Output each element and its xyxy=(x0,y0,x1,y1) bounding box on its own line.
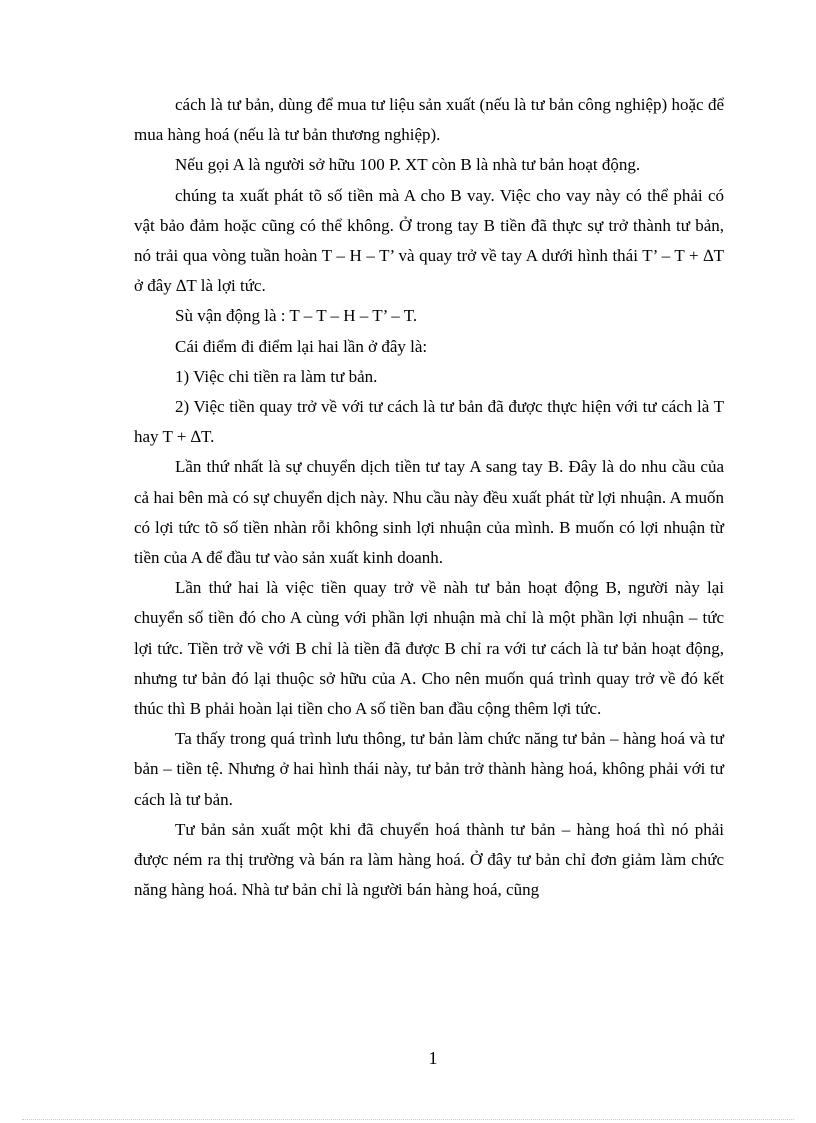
paragraph-3: chúng ta xuất phát tõ số tiền mà A cho B vay. Việc cho vay này có thể phải có vật bảo đảm hoặc cũng có thể không. Ở trong tay B tiền đã thực sự trở thành tư bản, nó trải qua vòng tuần hoàn T – H – T’ và quay trở về tay A dưới hình thái T’ – T + ∆T ở đây ∆T là lợi tức. xyxy=(134,185,724,296)
page-number: 1 xyxy=(428,1048,438,1068)
list-item-1: 1) Việc chi tiền ra làm tư bản. xyxy=(175,366,378,386)
paragraph-5: Cái điểm đi điểm lại hai lần ở đây là: xyxy=(175,336,428,356)
paragraph-8: Lần thứ nhất là sự chuyển dịch tiền tư tay A sang tay B. Đây là do nhu cầu của cả hai bên mà có sự chuyển dịch này. Nhu cầu này đều xuất phát từ lợi nhuận. A muốn có lợi tức tõ số tiền nhàn rỗi không sinh lợi nhuận của mình. B muốn có lợi nhuận từ tiền của A để đầu tư vào sản xuất kinh doanh. xyxy=(134,457,724,568)
paragraph-4: Sù vận động là : T – T – H – T’ – T. xyxy=(175,306,418,326)
paragraph-11: Tư bản sản xuất một khi đã chuyển hoá thành tư bản – hàng hoá thì nó phải được ném ra thị trường và bán ra làm hàng hoá. Ở đây tư bản chỉ đơn giảm làm chức năng hàng hoá. Nhà tư bản chỉ là người bán hàng hoá, cũng xyxy=(134,819,724,900)
list-item-2: 2) Việc tiền quay trở về với tư cách là tư bản đã được thực hiện với tư cách là T hay T + ∆T. xyxy=(134,397,724,447)
paragraph-1: cách là tư bản, dùng để mua tư liệu sản xuất (nếu là tư bản công nghiệp) hoặc để mua hàng hoá (nếu là tư bản thương nghiệp). xyxy=(134,95,724,145)
page-bottom-divider xyxy=(22,1119,794,1120)
paragraph-10: Ta thấy trong quá trình lưu thông, tư bản làm chức năng tư bản – hàng hoá và tư bản – tiền tệ. Nhưng ở hai hình thái này, tư bản trở thành hàng hoá, không phải với tư cách là tư bản. xyxy=(134,729,724,809)
paragraph-9: Lần thứ hai là việc tiền quay trở về nàh tư bản hoạt động B, người này lại chuyển số tiền đó cho A cùng với phần lợi nhuận mà chỉ là một phần lợi nhuận – tức lợi tức. Tiền trở về với B chỉ là tiền đã được B chỉ ra với tư cách là tư bản hoạt động, nhưng tư bản đó lại thuộc sở hữu của A. Cho nên muốn quá trình quay trở về đó kết thúc thì B phải hoàn lại tiền cho A số tiền ban đầu cộng thêm lợi tức. xyxy=(134,578,724,719)
body-text xyxy=(134,90,724,905)
paragraph-2: Nếu gọi A là người sở hữu 100 P. XT còn B là nhà tư bản hoạt động. xyxy=(175,155,641,175)
